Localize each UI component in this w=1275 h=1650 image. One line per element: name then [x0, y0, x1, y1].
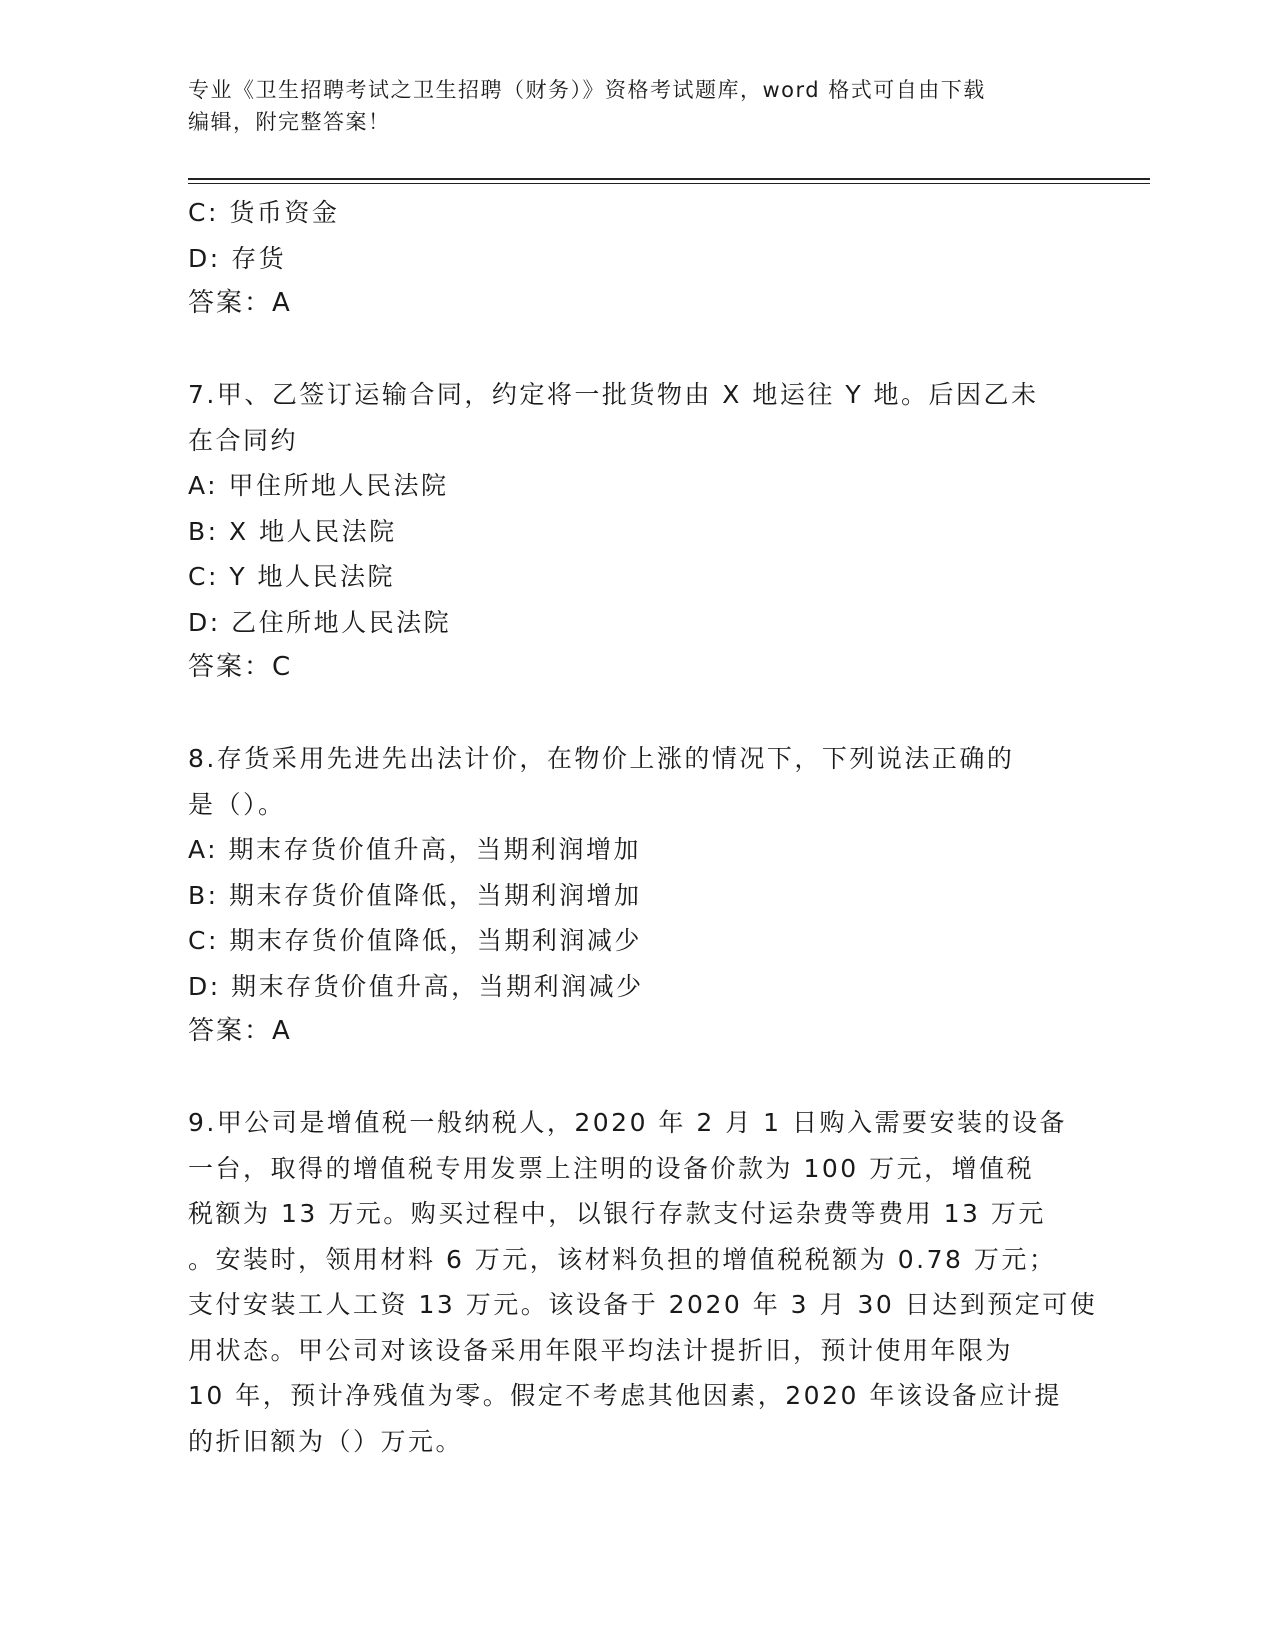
answer-label: 答案：	[188, 288, 273, 318]
prev-question-block	[188, 190, 1088, 327]
question-stem-line: 。安装时，领用材料 6 万元，该材料负担的增值税税额为 0.78 万元；	[188, 1244, 1057, 1274]
option-d: D: 乙住所地人民法院	[188, 607, 452, 637]
answer-value: A	[272, 288, 292, 318]
page-header	[188, 74, 1088, 138]
question-stem-line: 10 年，预计净残值为零。假定不考虑其他因素，2020 年该设备应计提	[188, 1381, 1062, 1410]
answer-value: C	[272, 652, 293, 682]
question-stem-line: 9.甲公司是增值税一般纳税人，2020 年 2 月 1 日购入需要安装的设备	[188, 1108, 1068, 1137]
question-stem-line: 用状态。甲公司对该设备采用年限平均法计提折旧，预计使用年限为	[188, 1335, 1014, 1365]
question-stem-line: 的折旧额为（）万元。	[188, 1426, 464, 1456]
spacer	[188, 327, 1088, 373]
option-c: C: 期末存货价值降低，当期利润减少	[188, 926, 642, 955]
question-9	[188, 1100, 1098, 1464]
option-a: A: 甲住所地人民法院	[188, 471, 449, 500]
option-b: B: 期末存货价值降低，当期利润增加	[188, 880, 642, 910]
answer-label: 答案：	[188, 1016, 273, 1046]
header-rule-thin	[188, 183, 1150, 184]
option-d: D: 期末存货价值升高，当期利润减少	[188, 971, 644, 1001]
answer-line	[188, 1009, 1088, 1055]
answer-line	[188, 281, 1088, 327]
spacer	[188, 1055, 1088, 1101]
question-stem-line: 支付安装工人工资 13 万元。该设备于 2020 年 3 月 30 日达到预定可使	[188, 1290, 1098, 1319]
header-rule-thick	[188, 178, 1150, 180]
question-stem-line: 在合同约	[188, 425, 299, 455]
question-8	[188, 736, 1088, 1055]
option-a: A: 期末存货价值升高，当期利润增加	[188, 835, 642, 864]
answer-value: A	[272, 1016, 292, 1046]
question-stem-line: 税额为 13 万元。购买过程中，以银行存款支付运杂费等费用 13 万元	[188, 1199, 1046, 1228]
question-7	[188, 372, 1088, 691]
option-c: C: 货币资金	[188, 198, 340, 227]
option-d: D: 存货	[188, 243, 287, 273]
spacer	[188, 691, 1088, 737]
question-content	[188, 190, 1098, 1464]
option-b: B: X 地人民法院	[188, 516, 397, 546]
header-line-1: 专业《卫生招聘考试之卫生招聘（财务）》资格考试题库，word 格式可自由下载	[188, 78, 986, 102]
question-stem-line: 8.存货采用先进先出法计价，在物价上涨的情况下，下列说法正确的	[188, 744, 1015, 773]
question-stem-line: 7.甲、乙签订运输合同，约定将一批货物由 X 地运往 Y 地。后因乙未	[188, 380, 1039, 409]
option-c: C: Y 地人民法院	[188, 562, 396, 591]
question-stem-line: 是（）。	[188, 789, 286, 819]
header-line-2: 编辑，附完整答案！	[188, 110, 391, 134]
answer-label: 答案：	[188, 652, 273, 682]
question-stem-line: 一台，取得的增值税专用发票上注明的设备价款为 100 万元，增值税	[188, 1153, 1035, 1183]
answer-line	[188, 645, 1088, 691]
